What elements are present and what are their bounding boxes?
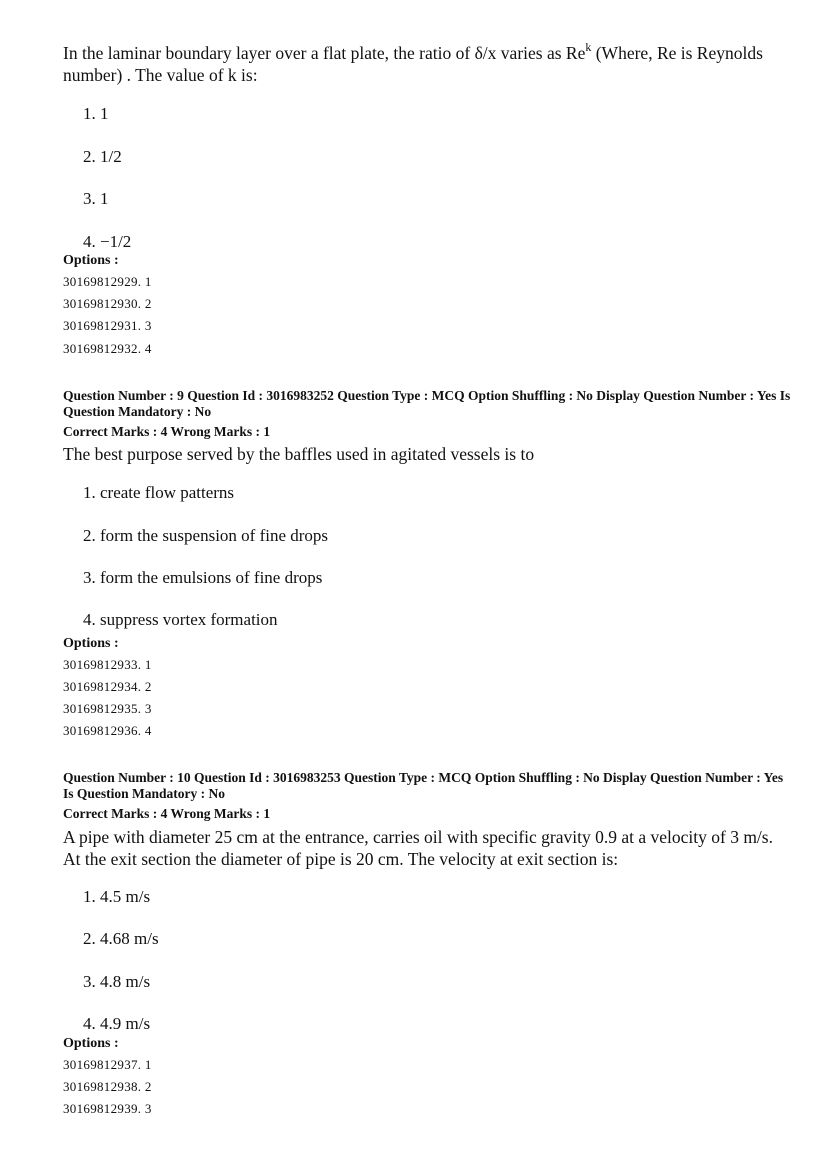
q10-marks: Correct Marks : 4 Wrong Marks : 1 [63,806,271,821]
q8-option-id-3: 30169812931. 3 [63,318,152,333]
exponent-k: k [585,40,592,54]
question-10-text: A pipe with diameter 25 cm at the entrance, carries oil with specific gravity 0.9 at a velocity of 3 m/s. At the exit section the diameter of pipe is 20 cm. The velocity at exit section is: [63,827,773,869]
q10-options-label: Options : [63,1036,119,1051]
q9-option-4: 4. suppress vortex formation [83,610,278,629]
q10-option-id-3: 30169812939. 3 [63,1101,152,1116]
q9-option-id-4: 30169812936. 4 [63,723,152,738]
q9-options-label: Options : [63,636,119,651]
q8-option-4: 4. −1/2 [83,232,132,251]
q8-option-id-2: 30169812930. 2 [63,296,152,311]
q8-option-1: 1. 1 [83,104,109,123]
q9-option-2: 2. form the suspension of fine drops [83,526,329,545]
q9-option-id-2: 30169812934. 2 [63,679,152,694]
q10-meta: Question Number : 10 Question Id : 3016983253 Question Type : MCQ Option Shuffling : No Display Question Number : Yes Is Question Mandatory : No [63,770,784,801]
q8-option-2: 2. 1/2 [83,147,122,166]
q10-option-2: 2. 4.68 m/s [83,929,159,948]
q8-option-3: 3. 1 [83,189,109,208]
q9-option-1: 1. create flow patterns [83,483,235,502]
q10-option-3: 3. 4.8 m/s [83,972,151,991]
question-8-text: In the laminar boundary layer over a flat plate, the ratio of δ/x varies as Re$^k$ (Where, Re is Reynolds number) . The value of k is: [63,40,763,85]
q10-option-id-2: 30169812938. 2 [63,1079,152,1094]
q8-option-id-4: 30169812932. 4 [63,341,152,356]
question-9-text: The best purpose served by the baffles used in agitated vessels is to [63,444,535,464]
q9-meta: Question Number : 9 Question Id : 3016983252 Question Type : MCQ Option Shuffling : No Display Question Number : Yes Is Question Mandatory : No [63,388,791,419]
q9-marks: Correct Marks : 4 Wrong Marks : 1 [63,424,271,439]
q9-option-id-1: 30169812933. 1 [63,657,152,672]
q10-option-1: 1. 4.5 m/s [83,887,151,906]
q9-option-3: 3. form the emulsions of fine drops [83,568,323,587]
q8-options-label: Options : [63,253,119,268]
q10-option-4: 4. 4.9 m/s [83,1014,151,1033]
q8-option-id-1: 30169812929. 1 [63,274,152,289]
q10-option-id-1: 30169812937. 1 [63,1057,152,1072]
q9-option-id-3: 30169812935. 3 [63,701,152,716]
